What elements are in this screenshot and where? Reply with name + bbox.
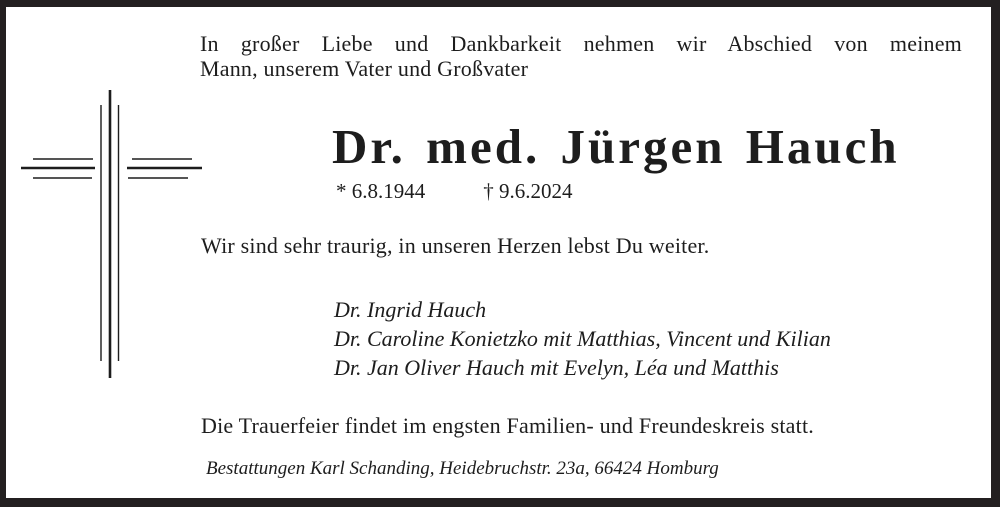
mourner-line: Dr. Caroline Konietzko mit Matthias, Vincent und Kilian xyxy=(334,326,831,351)
intro-line-1: In großer Liebe und Dankbarkeit nehmen wir Abschied von meinem xyxy=(200,31,962,56)
funeral-info: Die Trauerfeier findet im engsten Familien- und Freundeskreis statt. xyxy=(201,413,814,438)
obituary-card xyxy=(6,7,991,498)
mourner-line: Dr. Jan Oliver Hauch mit Evelyn, Léa und Matthis xyxy=(334,355,779,380)
mourners-list xyxy=(334,295,831,382)
death-date: † 9.6.2024 xyxy=(483,179,573,203)
deceased-name: Dr. med. Jürgen Hauch xyxy=(332,119,900,174)
intro-text xyxy=(200,31,962,81)
funeral-home-line: Bestattungen Karl Schanding, Heidebruchstr. 23a, 66424 Homburg xyxy=(206,458,719,479)
intro-line-2: Mann, unserem Vater und Großvater xyxy=(200,56,529,81)
memorial-cross-icon xyxy=(18,85,203,380)
birth-date: * 6.8.1944 xyxy=(336,179,426,203)
mourner-line: Dr. Ingrid Hauch xyxy=(334,297,487,322)
grief-sentence: Wir sind sehr traurig, in unseren Herzen lebst Du weiter. xyxy=(201,233,710,258)
life-dates xyxy=(336,179,573,203)
